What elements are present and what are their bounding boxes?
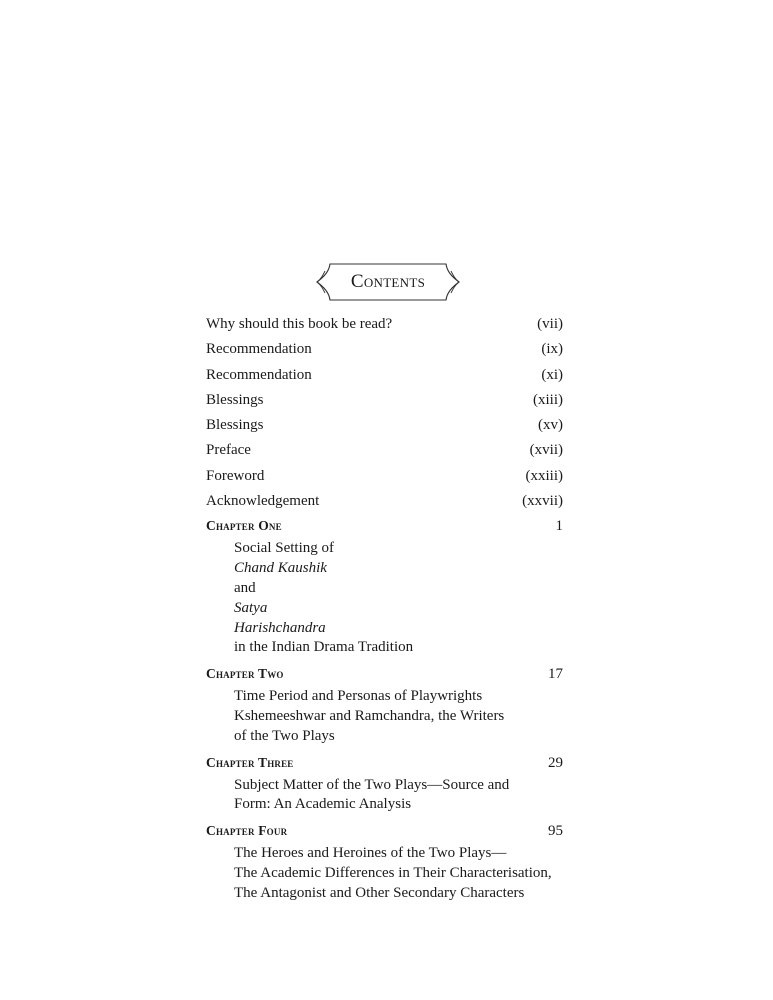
toc-entry-blessings-1[interactable] <box>206 388 563 413</box>
italic-text-run: Chand Kaushik <box>234 560 327 577</box>
toc-entry-recommendation-2[interactable] <box>206 363 563 388</box>
toc-entry-page: (ix) <box>541 341 563 358</box>
toc-entry-title: Blessings <box>206 417 264 434</box>
chapter-one-title <box>206 537 563 662</box>
toc-entry-page: (vii) <box>537 316 563 332</box>
chapter-title-line: The Heroes and Heroines of the Two Plays— <box>234 845 507 862</box>
chapter-page: 29 <box>548 754 563 771</box>
chapter-page: 1 <box>555 518 563 535</box>
toc-entry-why-read[interactable] <box>206 312 563 337</box>
table-of-contents <box>206 312 563 908</box>
toc-entry-blessings-2[interactable] <box>206 413 563 438</box>
text-run: and <box>234 579 256 596</box>
chapter-page: 17 <box>548 666 563 683</box>
toc-entry-acknowledgement[interactable] <box>206 489 563 514</box>
toc-entry-page: (xv) <box>538 417 563 434</box>
toc-chapter-one[interactable] <box>206 514 563 537</box>
chapter-label: Chapter Two <box>206 666 284 682</box>
chapter-label: Chapter Three <box>206 754 294 770</box>
text-run: in the Indian Drama Tradition <box>234 639 414 656</box>
toc-chapter-four[interactable] <box>206 819 563 842</box>
chapter-label: Chapter Four <box>206 823 288 839</box>
italic-text-run: Harishchandra <box>234 619 326 636</box>
toc-entry-title: Recommendation <box>206 366 312 383</box>
toc-entry-foreword[interactable] <box>206 464 563 489</box>
chapter-title-line: The Academic Differences in Their Characterisation, <box>234 864 552 881</box>
text-run: Social Setting of <box>234 540 334 557</box>
toc-entry-recommendation-1[interactable] <box>206 337 563 362</box>
toc-entry-page: (xxvii) <box>522 493 563 510</box>
toc-entry-title: Recommendation <box>206 341 312 358</box>
chapter-title-line: The Antagonist and Other Secondary Characters <box>234 884 525 901</box>
chapter-title-line: Time Period and Personas of Playwrights <box>234 688 483 705</box>
italic-text-run: Satya <box>234 599 268 616</box>
toc-entry-page: (xiii) <box>533 391 563 408</box>
toc-entry-title: Preface <box>206 442 251 459</box>
chapter-two-title <box>206 685 563 750</box>
chapter-title-line: of the Two Plays <box>234 727 335 744</box>
toc-entry-title: Foreword <box>206 467 265 484</box>
toc-entry-preface[interactable] <box>206 438 563 463</box>
chapter-four-title <box>206 842 563 907</box>
toc-chapter-three[interactable] <box>206 751 563 774</box>
chapter-title-line: Subject Matter of the Two Plays—Source and <box>234 776 510 793</box>
chapter-title-line: Kshemeeshwar and Ramchandra, the Writers <box>234 707 505 724</box>
chapter-title-line <box>234 539 563 618</box>
toc-entry-title: Acknowledgement <box>206 493 320 510</box>
toc-chapter-two[interactable] <box>206 662 563 685</box>
chapter-three-title <box>206 774 563 820</box>
contents-heading <box>313 262 463 302</box>
chapter-label: Chapter One <box>206 518 282 534</box>
toc-entry-title: Blessings <box>206 391 264 408</box>
chapter-page: 95 <box>548 823 563 840</box>
toc-entry-page: (xi) <box>541 366 563 383</box>
chapter-title-line <box>234 619 563 659</box>
toc-entry-page: (xxiii) <box>525 467 563 484</box>
chapter-title-line: Form: An Academic Analysis <box>234 796 412 813</box>
toc-entry-page: (xvii) <box>529 442 563 459</box>
toc-entry-title: Why should this book be read? <box>206 316 393 332</box>
page-title: Contents <box>350 271 426 292</box>
